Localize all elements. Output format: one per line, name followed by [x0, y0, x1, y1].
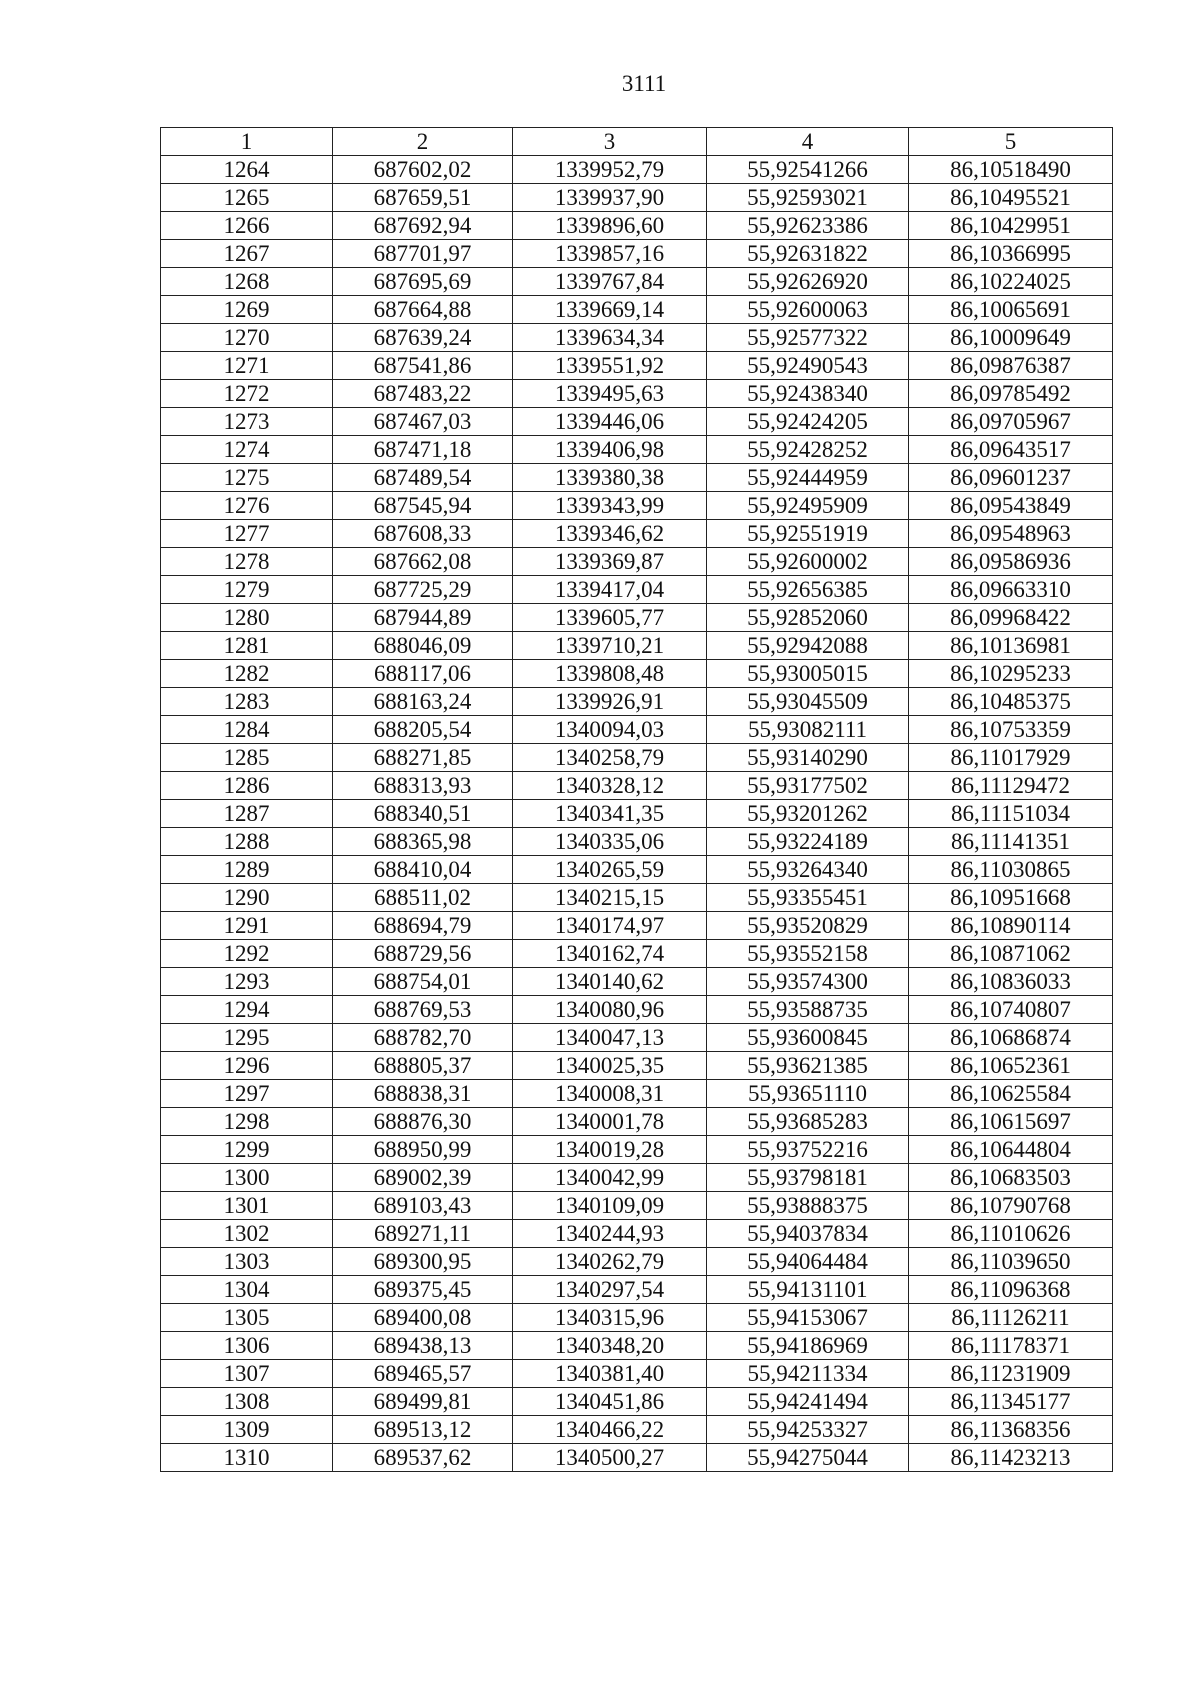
table-cell-col-2: 688340,51 [333, 800, 513, 828]
table-row [161, 324, 1113, 352]
table-row [161, 828, 1113, 856]
table-cell-col-5: 86,10625584 [909, 1080, 1113, 1108]
table-cell-col-1: 1302 [161, 1220, 333, 1248]
table-cell-col-3: 1340466,22 [513, 1416, 707, 1444]
table-cell-col-1: 1298 [161, 1108, 333, 1136]
table-cell-col-3: 1340262,79 [513, 1248, 707, 1276]
table-row [161, 156, 1113, 184]
table-row [161, 772, 1113, 800]
table-cell-col-1: 1297 [161, 1080, 333, 1108]
table-row [161, 996, 1113, 1024]
table-cell-col-2: 688729,56 [333, 940, 513, 968]
table-cell-col-4: 55,92428252 [707, 436, 909, 464]
table-row [161, 856, 1113, 884]
table-cell-col-1: 1280 [161, 604, 333, 632]
table-cell-col-1: 1306 [161, 1332, 333, 1360]
table-row [161, 688, 1113, 716]
table-cell-col-1: 1275 [161, 464, 333, 492]
table-cell-col-3: 1340080,96 [513, 996, 707, 1024]
table-cell-col-5: 86,10295233 [909, 660, 1113, 688]
table-cell-col-4: 55,92656385 [707, 576, 909, 604]
table-cell-col-5: 86,11368356 [909, 1416, 1113, 1444]
table-cell-col-5: 86,11030865 [909, 856, 1113, 884]
table-cell-col-4: 55,93552158 [707, 940, 909, 968]
table-cell-col-1: 1301 [161, 1192, 333, 1220]
table-cell-col-1: 1265 [161, 184, 333, 212]
table-cell-col-2: 687692,94 [333, 212, 513, 240]
table-cell-col-4: 55,92438340 [707, 380, 909, 408]
table-row [161, 212, 1113, 240]
table-cell-col-4: 55,93798181 [707, 1164, 909, 1192]
table-cell-col-4: 55,94275044 [707, 1444, 909, 1472]
table-cell-col-2: 688782,70 [333, 1024, 513, 1052]
table-cell-col-3: 1340244,93 [513, 1220, 707, 1248]
table-cell-col-4: 55,92942088 [707, 632, 909, 660]
table-cell-col-4: 55,93520829 [707, 912, 909, 940]
table-row [161, 240, 1113, 268]
table-cell-col-1: 1284 [161, 716, 333, 744]
table-cell-col-5: 86,10686874 [909, 1024, 1113, 1052]
table-cell-col-4: 55,92631822 [707, 240, 909, 268]
table-cell-col-3: 1340328,12 [513, 772, 707, 800]
table-cell-col-4: 55,93600845 [707, 1024, 909, 1052]
table-row [161, 1164, 1113, 1192]
table-cell-col-5: 86,11126211 [909, 1304, 1113, 1332]
table-cell-col-1: 1279 [161, 576, 333, 604]
table-row [161, 268, 1113, 296]
table-cell-col-2: 687725,29 [333, 576, 513, 604]
table-cell-col-4: 55,94131101 [707, 1276, 909, 1304]
table-row [161, 380, 1113, 408]
table-cell-col-5: 86,10836033 [909, 968, 1113, 996]
header-cell-2: 2 [333, 128, 513, 156]
table-cell-col-1: 1294 [161, 996, 333, 1024]
table-cell-col-3: 1340001,78 [513, 1108, 707, 1136]
table-cell-col-2: 687545,94 [333, 492, 513, 520]
table-row [161, 1248, 1113, 1276]
table-row [161, 520, 1113, 548]
table-cell-col-5: 86,11345177 [909, 1388, 1113, 1416]
table-cell-col-5: 86,10890114 [909, 912, 1113, 940]
table-cell-col-4: 55,93201262 [707, 800, 909, 828]
table-cell-col-4: 55,93140290 [707, 744, 909, 772]
table-cell-col-1: 1281 [161, 632, 333, 660]
table-row [161, 352, 1113, 380]
table-cell-col-3: 1340174,97 [513, 912, 707, 940]
table-row [161, 604, 1113, 632]
table-cell-col-2: 688410,04 [333, 856, 513, 884]
table-cell-col-3: 1339669,14 [513, 296, 707, 324]
table-row [161, 464, 1113, 492]
table-row [161, 1360, 1113, 1388]
table-row [161, 492, 1113, 520]
table-row [161, 1276, 1113, 1304]
table-cell-col-3: 1339446,06 [513, 408, 707, 436]
table-cell-col-4: 55,94153067 [707, 1304, 909, 1332]
table-cell-col-3: 1339710,21 [513, 632, 707, 660]
table-cell-col-2: 688805,37 [333, 1052, 513, 1080]
table-cell-col-3: 1340381,40 [513, 1360, 707, 1388]
table-cell-col-3: 1339343,99 [513, 492, 707, 520]
table-row [161, 184, 1113, 212]
table-cell-col-1: 1271 [161, 352, 333, 380]
table-cell-col-5: 86,09548963 [909, 520, 1113, 548]
table-cell-col-4: 55,92490543 [707, 352, 909, 380]
table-cell-col-2: 688365,98 [333, 828, 513, 856]
table-cell-col-5: 86,09601237 [909, 464, 1113, 492]
table-cell-col-5: 86,09663310 [909, 576, 1113, 604]
table-row [161, 912, 1113, 940]
table-header [161, 128, 1113, 156]
table-cell-col-4: 55,92551919 [707, 520, 909, 548]
table-cell-col-4: 55,94241494 [707, 1388, 909, 1416]
table-row [161, 1332, 1113, 1360]
table-cell-col-5: 86,11010626 [909, 1220, 1113, 1248]
table-cell-col-4: 55,93355451 [707, 884, 909, 912]
table-cell-col-3: 1339605,77 [513, 604, 707, 632]
table-cell-col-5: 86,10224025 [909, 268, 1113, 296]
table-cell-col-1: 1276 [161, 492, 333, 520]
table-cell-col-1: 1269 [161, 296, 333, 324]
table-row [161, 1080, 1113, 1108]
table-row [161, 408, 1113, 436]
table-cell-col-3: 1340008,31 [513, 1080, 707, 1108]
table-cell-col-3: 1340094,03 [513, 716, 707, 744]
table-cell-col-5: 86,10485375 [909, 688, 1113, 716]
table-row [161, 1136, 1113, 1164]
table-cell-col-2: 687639,24 [333, 324, 513, 352]
table-cell-col-1: 1300 [161, 1164, 333, 1192]
table-cell-col-3: 1339937,90 [513, 184, 707, 212]
table-cell-col-5: 86,10065691 [909, 296, 1113, 324]
table-cell-col-1: 1310 [161, 1444, 333, 1472]
table-row [161, 1108, 1113, 1136]
table-cell-col-2: 689103,43 [333, 1192, 513, 1220]
table-cell-col-4: 55,92444959 [707, 464, 909, 492]
table-cell-col-5: 86,11141351 [909, 828, 1113, 856]
table-cell-col-2: 687664,88 [333, 296, 513, 324]
table-cell-col-5: 86,10009649 [909, 324, 1113, 352]
table-cell-col-2: 687701,97 [333, 240, 513, 268]
table-cell-col-4: 55,94253327 [707, 1416, 909, 1444]
table-cell-col-1: 1274 [161, 436, 333, 464]
table-cell-col-4: 55,93752216 [707, 1136, 909, 1164]
table-cell-col-3: 1340341,35 [513, 800, 707, 828]
table-cell-col-1: 1307 [161, 1360, 333, 1388]
table-cell-col-4: 55,92495909 [707, 492, 909, 520]
table-cell-col-5: 86,09705967 [909, 408, 1113, 436]
table-cell-col-1: 1304 [161, 1276, 333, 1304]
table-cell-col-5: 86,10740807 [909, 996, 1113, 1024]
table-cell-col-1: 1272 [161, 380, 333, 408]
table-cell-col-4: 55,93045509 [707, 688, 909, 716]
table-cell-col-4: 55,92600002 [707, 548, 909, 576]
table-cell-col-5: 86,10495521 [909, 184, 1113, 212]
table-cell-col-3: 1340140,62 [513, 968, 707, 996]
table-cell-col-3: 1339551,92 [513, 352, 707, 380]
table-cell-col-5: 86,09876387 [909, 352, 1113, 380]
table-cell-col-3: 1340025,35 [513, 1052, 707, 1080]
table-cell-col-1: 1299 [161, 1136, 333, 1164]
table-cell-col-1: 1309 [161, 1416, 333, 1444]
header-cell-4: 4 [707, 128, 909, 156]
table-cell-col-2: 688511,02 [333, 884, 513, 912]
table-cell-col-5: 86,10136981 [909, 632, 1113, 660]
header-cell-3: 3 [513, 128, 707, 156]
table-cell-col-2: 689499,81 [333, 1388, 513, 1416]
table-cell-col-1: 1283 [161, 688, 333, 716]
table-row [161, 940, 1113, 968]
table-cell-col-3: 1340348,20 [513, 1332, 707, 1360]
table-cell-col-1: 1291 [161, 912, 333, 940]
table-cell-col-3: 1339406,98 [513, 436, 707, 464]
table-cell-col-1: 1266 [161, 212, 333, 240]
table-cell-col-3: 1339634,34 [513, 324, 707, 352]
table-cell-col-3: 1339417,04 [513, 576, 707, 604]
table-row [161, 744, 1113, 772]
table-cell-col-3: 1340315,96 [513, 1304, 707, 1332]
header-cell-1: 1 [161, 128, 333, 156]
table-cell-col-3: 1339952,79 [513, 156, 707, 184]
table-cell-col-2: 689537,62 [333, 1444, 513, 1472]
table-cell-col-2: 689300,95 [333, 1248, 513, 1276]
table-cell-col-1: 1264 [161, 156, 333, 184]
table-cell-col-5: 86,10652361 [909, 1052, 1113, 1080]
table-cell-col-4: 55,93574300 [707, 968, 909, 996]
table-cell-col-5: 86,09586936 [909, 548, 1113, 576]
table-row [161, 1416, 1113, 1444]
table-cell-col-2: 687659,51 [333, 184, 513, 212]
table-cell-col-1: 1282 [161, 660, 333, 688]
table-cell-col-2: 689002,39 [333, 1164, 513, 1192]
table-row [161, 1052, 1113, 1080]
table-cell-col-2: 688876,30 [333, 1108, 513, 1136]
table-cell-col-3: 1340109,09 [513, 1192, 707, 1220]
table-cell-col-2: 689465,57 [333, 1360, 513, 1388]
table-cell-col-4: 55,94064484 [707, 1248, 909, 1276]
table-cell-col-2: 687471,18 [333, 436, 513, 464]
table-cell-col-4: 55,93264340 [707, 856, 909, 884]
table-cell-col-2: 689375,45 [333, 1276, 513, 1304]
table-cell-col-5: 86,10615697 [909, 1108, 1113, 1136]
table-cell-col-1: 1293 [161, 968, 333, 996]
table-cell-col-3: 1340335,06 [513, 828, 707, 856]
table-cell-col-3: 1340019,28 [513, 1136, 707, 1164]
table-cell-col-5: 86,11096368 [909, 1276, 1113, 1304]
table-cell-col-3: 1339495,63 [513, 380, 707, 408]
table-cell-col-5: 86,11151034 [909, 800, 1113, 828]
table-cell-col-2: 689400,08 [333, 1304, 513, 1332]
table-cell-col-2: 689438,13 [333, 1332, 513, 1360]
table-cell-col-2: 688950,99 [333, 1136, 513, 1164]
table-cell-col-3: 1339380,38 [513, 464, 707, 492]
table-cell-col-5: 86,10951668 [909, 884, 1113, 912]
table-cell-col-3: 1340258,79 [513, 744, 707, 772]
table-cell-col-4: 55,93621385 [707, 1052, 909, 1080]
table-cell-col-4: 55,92626920 [707, 268, 909, 296]
table-cell-col-4: 55,93588735 [707, 996, 909, 1024]
table-cell-col-3: 1340451,86 [513, 1388, 707, 1416]
table-cell-col-4: 55,93651110 [707, 1080, 909, 1108]
table-cell-col-5: 86,10518490 [909, 156, 1113, 184]
table-cell-col-4: 55,92600063 [707, 296, 909, 324]
coordinates-table [160, 127, 1113, 1472]
table-cell-col-2: 687483,22 [333, 380, 513, 408]
table-cell-col-2: 687602,02 [333, 156, 513, 184]
table-cell-col-3: 1340265,59 [513, 856, 707, 884]
table-cell-col-3: 1339857,16 [513, 240, 707, 268]
table-cell-col-5: 86,09968422 [909, 604, 1113, 632]
table-cell-col-1: 1286 [161, 772, 333, 800]
table-row [161, 1444, 1113, 1472]
table-row [161, 884, 1113, 912]
table-cell-col-1: 1270 [161, 324, 333, 352]
table-cell-col-2: 689271,11 [333, 1220, 513, 1248]
table-cell-col-2: 688117,06 [333, 660, 513, 688]
table-cell-col-2: 687541,86 [333, 352, 513, 380]
table-cell-col-3: 1339808,48 [513, 660, 707, 688]
table-cell-col-1: 1273 [161, 408, 333, 436]
table-cell-col-5: 86,09643517 [909, 436, 1113, 464]
table-cell-col-5: 86,10683503 [909, 1164, 1113, 1192]
table-row [161, 296, 1113, 324]
table-cell-col-3: 1340297,54 [513, 1276, 707, 1304]
table-cell-col-2: 687662,08 [333, 548, 513, 576]
header-cell-5: 5 [909, 128, 1113, 156]
table-row [161, 660, 1113, 688]
table-cell-col-1: 1289 [161, 856, 333, 884]
table-cell-col-4: 55,93685283 [707, 1108, 909, 1136]
table-cell-col-5: 86,10871062 [909, 940, 1113, 968]
table-cell-col-1: 1288 [161, 828, 333, 856]
table-cell-col-2: 688046,09 [333, 632, 513, 660]
table-cell-col-3: 1339369,87 [513, 548, 707, 576]
table-cell-col-5: 86,09785492 [909, 380, 1113, 408]
table-cell-col-4: 55,92577322 [707, 324, 909, 352]
table-cell-col-2: 687944,89 [333, 604, 513, 632]
table-cell-col-5: 86,10790768 [909, 1192, 1113, 1220]
table-cell-col-3: 1339767,84 [513, 268, 707, 296]
table-row [161, 632, 1113, 660]
table-row [161, 576, 1113, 604]
table-cell-col-1: 1296 [161, 1052, 333, 1080]
table-cell-col-2: 688694,79 [333, 912, 513, 940]
table-cell-col-3: 1340162,74 [513, 940, 707, 968]
table-cell-col-4: 55,93888375 [707, 1192, 909, 1220]
table-cell-col-2: 688769,53 [333, 996, 513, 1024]
table-cell-col-1: 1305 [161, 1304, 333, 1332]
table-row [161, 968, 1113, 996]
table-cell-col-5: 86,11231909 [909, 1360, 1113, 1388]
table-cell-col-5: 86,10644804 [909, 1136, 1113, 1164]
table-cell-col-3: 1339926,91 [513, 688, 707, 716]
table-cell-col-2: 687608,33 [333, 520, 513, 548]
table-row [161, 1220, 1113, 1248]
table-body [161, 156, 1113, 1472]
table-cell-col-4: 55,92424205 [707, 408, 909, 436]
table-cell-col-4: 55,92623386 [707, 212, 909, 240]
table-cell-col-2: 688271,85 [333, 744, 513, 772]
table-cell-col-5: 86,10753359 [909, 716, 1113, 744]
table-cell-col-1: 1278 [161, 548, 333, 576]
table-cell-col-5: 86,10366995 [909, 240, 1113, 268]
page-number: 3111 [621, 71, 667, 96]
table-cell-col-4: 55,94037834 [707, 1220, 909, 1248]
table-cell-col-2: 688754,01 [333, 968, 513, 996]
header-row [161, 128, 1113, 156]
table-cell-col-1: 1303 [161, 1248, 333, 1276]
table-row [161, 436, 1113, 464]
table-cell-col-1: 1287 [161, 800, 333, 828]
table-cell-col-4: 55,93224189 [707, 828, 909, 856]
table-cell-col-1: 1285 [161, 744, 333, 772]
table-row [161, 1388, 1113, 1416]
table-cell-col-5: 86,11039650 [909, 1248, 1113, 1276]
table-row [161, 716, 1113, 744]
table-cell-col-4: 55,93082111 [707, 716, 909, 744]
table-cell-col-2: 689513,12 [333, 1416, 513, 1444]
table-cell-col-3: 1340047,13 [513, 1024, 707, 1052]
table-cell-col-2: 687695,69 [333, 268, 513, 296]
table-cell-col-3: 1340215,15 [513, 884, 707, 912]
table-cell-col-4: 55,92541266 [707, 156, 909, 184]
table-cell-col-3: 1340042,99 [513, 1164, 707, 1192]
table-cell-col-2: 688313,93 [333, 772, 513, 800]
table-cell-col-1: 1292 [161, 940, 333, 968]
table-row [161, 1024, 1113, 1052]
table-cell-col-5: 86,09543849 [909, 492, 1113, 520]
table-cell-col-5: 86,10429951 [909, 212, 1113, 240]
table-row [161, 1304, 1113, 1332]
table-cell-col-3: 1340500,27 [513, 1444, 707, 1472]
table-cell-col-4: 55,92593021 [707, 184, 909, 212]
table-cell-col-4: 55,93177502 [707, 772, 909, 800]
table-cell-col-4: 55,94211334 [707, 1360, 909, 1388]
table-cell-col-5: 86,11017929 [909, 744, 1113, 772]
table-cell-col-4: 55,93005015 [707, 660, 909, 688]
table-cell-col-1: 1268 [161, 268, 333, 296]
table-cell-col-2: 687489,54 [333, 464, 513, 492]
table-cell-col-1: 1267 [161, 240, 333, 268]
table-cell-col-5: 86,11129472 [909, 772, 1113, 800]
table-row [161, 800, 1113, 828]
table-cell-col-2: 688163,24 [333, 688, 513, 716]
table-cell-col-5: 86,11178371 [909, 1332, 1113, 1360]
table-row [161, 1192, 1113, 1220]
table-cell-col-2: 688838,31 [333, 1080, 513, 1108]
table-cell-col-2: 687467,03 [333, 408, 513, 436]
table-row [161, 548, 1113, 576]
table-cell-col-1: 1295 [161, 1024, 333, 1052]
table-cell-col-1: 1277 [161, 520, 333, 548]
table-cell-col-4: 55,94186969 [707, 1332, 909, 1360]
table-cell-col-1: 1308 [161, 1388, 333, 1416]
table-cell-col-1: 1290 [161, 884, 333, 912]
table-cell-col-2: 688205,54 [333, 716, 513, 744]
table-cell-col-3: 1339346,62 [513, 520, 707, 548]
table-cell-col-3: 1339896,60 [513, 212, 707, 240]
table-cell-col-4: 55,92852060 [707, 604, 909, 632]
table-cell-col-5: 86,11423213 [909, 1444, 1113, 1472]
